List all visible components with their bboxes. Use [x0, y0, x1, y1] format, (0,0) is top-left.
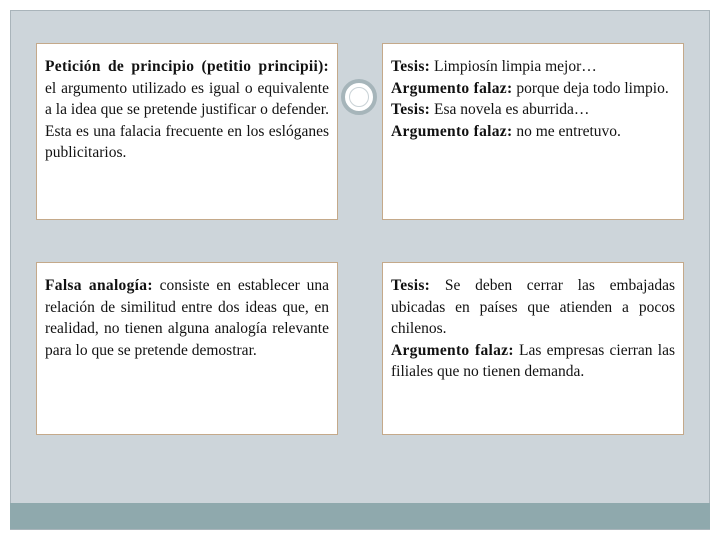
tesis-line	[391, 99, 675, 121]
term-label: Petición de principio (petitio principii):	[45, 58, 329, 75]
card-peticion-de-principio	[36, 43, 338, 220]
argument-text: no me entretuvo.	[512, 122, 621, 140]
card-falsa-analogia	[36, 262, 338, 435]
argument-line	[391, 121, 675, 143]
tesis-text: Se deben cerrar las embajadas ubicadas en países que atienden a pocos chilenos.	[391, 277, 675, 337]
definition-paragraph	[45, 275, 329, 361]
definition-text: el argumento utilizado es igual o equivalente a la idea que se pretende justificar o defender. Esta es una falacia frecuente en los eslóganes publicitarios.	[45, 79, 329, 161]
term-label: Falsa analogía:	[45, 277, 153, 294]
argument-line	[391, 340, 675, 383]
tesis-label: Tesis:	[391, 277, 431, 294]
circle-connector-icon	[341, 79, 377, 115]
tesis-label: Tesis:	[391, 101, 431, 118]
card-falsa-analogia-example	[382, 262, 684, 435]
tesis-text: Limpiosín limpia mejor…	[430, 58, 597, 75]
argument-text: porque deja todo limpio.	[512, 79, 669, 97]
argument-label: Argumento falaz:	[391, 122, 513, 140]
definition-paragraph	[45, 56, 329, 164]
tesis-label: Tesis:	[391, 58, 431, 75]
bottom-bar	[10, 503, 710, 529]
argument-label: Argumento falaz:	[391, 79, 513, 97]
definition-text: consiste en establecer una relación de similitud entre dos ideas que, en realidad, no tienen alguna analogía relevante para lo que se pretende demostrar.	[45, 277, 329, 359]
tesis-line	[391, 56, 675, 78]
argument-text: Las empresas cierran las filiales que no tienen demanda.	[391, 341, 675, 380]
tesis-text: Esa novela es aburrida…	[430, 101, 590, 118]
argument-label: Argumento falaz:	[391, 341, 514, 359]
card-peticion-examples	[382, 43, 684, 220]
argument-line	[391, 78, 675, 100]
tesis-line	[391, 275, 675, 340]
